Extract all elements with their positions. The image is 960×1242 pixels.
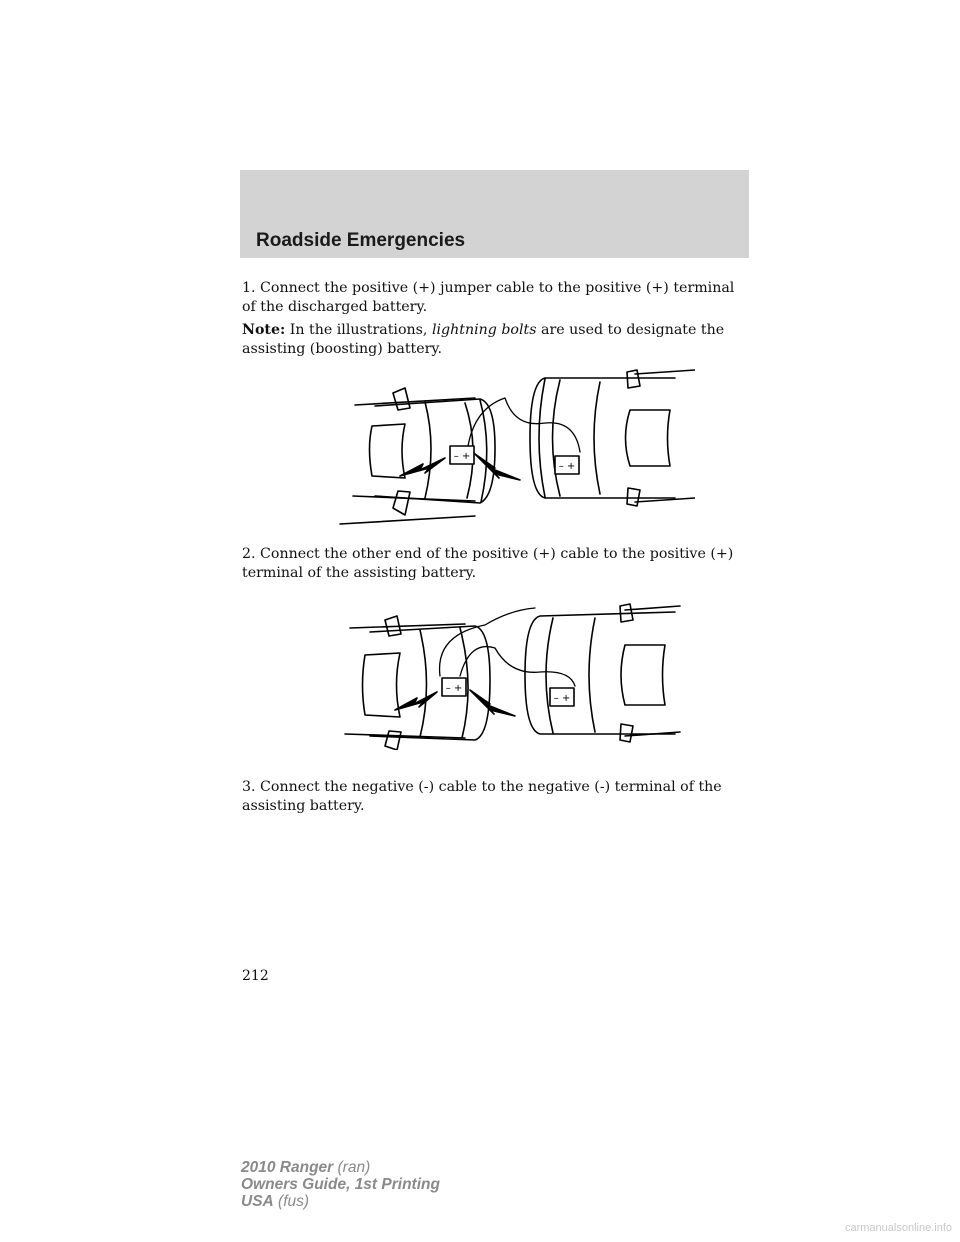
step-3-text: 3. Connect the negative (-) cable to the negative (-) terminal of the assisting battery. <box>242 779 722 814</box>
discharged-battery-icon <box>450 446 474 464</box>
road-line <box>635 370 695 374</box>
assisting-battery-icon <box>550 688 574 706</box>
footer-model: 2010 Ranger <box>241 1159 334 1176</box>
footer-model-code: (ran) <box>337 1159 371 1176</box>
discharged-vehicle-icon <box>370 388 496 515</box>
note-paragraph <box>242 321 752 359</box>
discharged-battery-icon <box>442 678 466 696</box>
watermark: carmanualsonline.info <box>844 1222 952 1234</box>
footer-edition: Owners Guide, 1st Printing <box>241 1176 440 1193</box>
lightning-bolt-icon <box>470 690 515 716</box>
footer-market: USA <box>241 1193 274 1210</box>
jumper-cable-icon <box>460 647 575 686</box>
battery-label: – + <box>453 451 471 462</box>
note-text-before: In the illustrations, <box>289 322 432 338</box>
assisting-vehicle-icon <box>525 604 680 742</box>
road-line <box>340 516 475 524</box>
assisting-vehicle-icon <box>530 370 695 506</box>
step-2-text: 2. Connect the other end of the positive (+) cable to the positive (+) terminal of the assisting battery. <box>242 546 734 581</box>
battery-label: – + <box>558 461 576 472</box>
note-label: Note: <box>242 322 286 338</box>
discharged-vehicle-icon <box>363 616 491 750</box>
document-footer <box>241 1159 440 1210</box>
footer-line-1 <box>241 1159 440 1176</box>
page-number: 212 <box>242 968 269 984</box>
note-text-after: are used to designate the assisting (boosting) battery. <box>242 322 725 357</box>
lightning-bolt-icon <box>475 454 520 480</box>
footer-line-3 <box>241 1193 440 1210</box>
footer-line-2 <box>241 1176 440 1193</box>
jump-start-figure-2 <box>335 600 695 750</box>
section-header-band <box>240 170 749 258</box>
note-text-italic: lightning bolts <box>431 322 537 338</box>
assisting-battery-icon <box>555 456 579 474</box>
battery-label: – + <box>553 693 571 704</box>
lightning-bolt-icon <box>400 458 445 476</box>
step-1-text: 1. Connect the positive (+) jumper cable to the positive (+) terminal of the discharged battery. <box>242 280 735 315</box>
lightning-bolt-icon <box>395 692 437 710</box>
battery-label: – + <box>445 683 463 694</box>
road-line <box>625 606 680 610</box>
jumper-cable-icon <box>440 608 535 676</box>
footer-market-code: (fus) <box>278 1193 310 1210</box>
jump-start-figure-1 <box>335 368 695 530</box>
section-title: Roadside Emergencies <box>256 230 466 251</box>
